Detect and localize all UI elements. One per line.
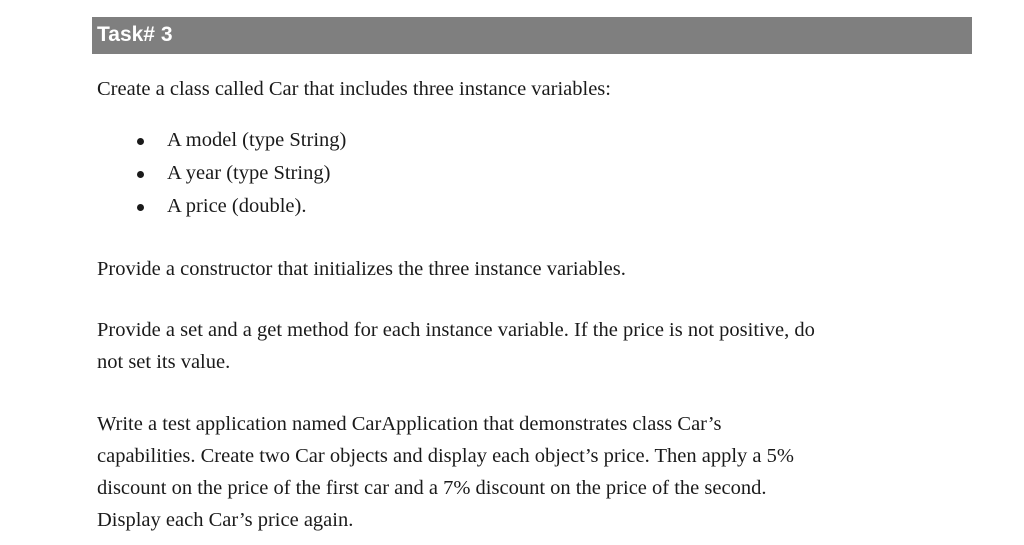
intro-paragraph: Create a class called Car that includes three instance variables: <box>97 78 611 100</box>
bullet-icon <box>137 204 144 211</box>
list-item-text: A price (double). <box>167 195 307 217</box>
paragraph-line: Display each Car’s price again. <box>97 509 354 531</box>
paragraph-line: discount on the price of the first car and a 7% discount on the price of the second. <box>97 477 767 499</box>
task-title: Task# 3 <box>97 23 173 46</box>
list-item-text: A year (type String) <box>167 162 331 184</box>
constructor-paragraph: Provide a constructor that initializes the three instance variables. <box>97 258 626 280</box>
set-get-paragraph <box>97 314 815 378</box>
paragraph-line: capabilities. Create two Car objects and display each object’s price. Then apply a 5% <box>97 445 794 467</box>
bullet-icon <box>137 171 144 178</box>
bullet-icon <box>137 138 144 145</box>
paragraph-line: not set its value. <box>97 351 231 373</box>
list-item-text: A model (type String) <box>167 129 347 151</box>
task-header-bar <box>92 17 972 54</box>
paragraph-line: Provide a set and a get method for each instance variable. If the price is not positive, do <box>97 319 815 341</box>
test-application-paragraph <box>97 408 794 536</box>
paragraph-line: Write a test application named CarApplication that demonstrates class Car’s <box>97 413 722 435</box>
